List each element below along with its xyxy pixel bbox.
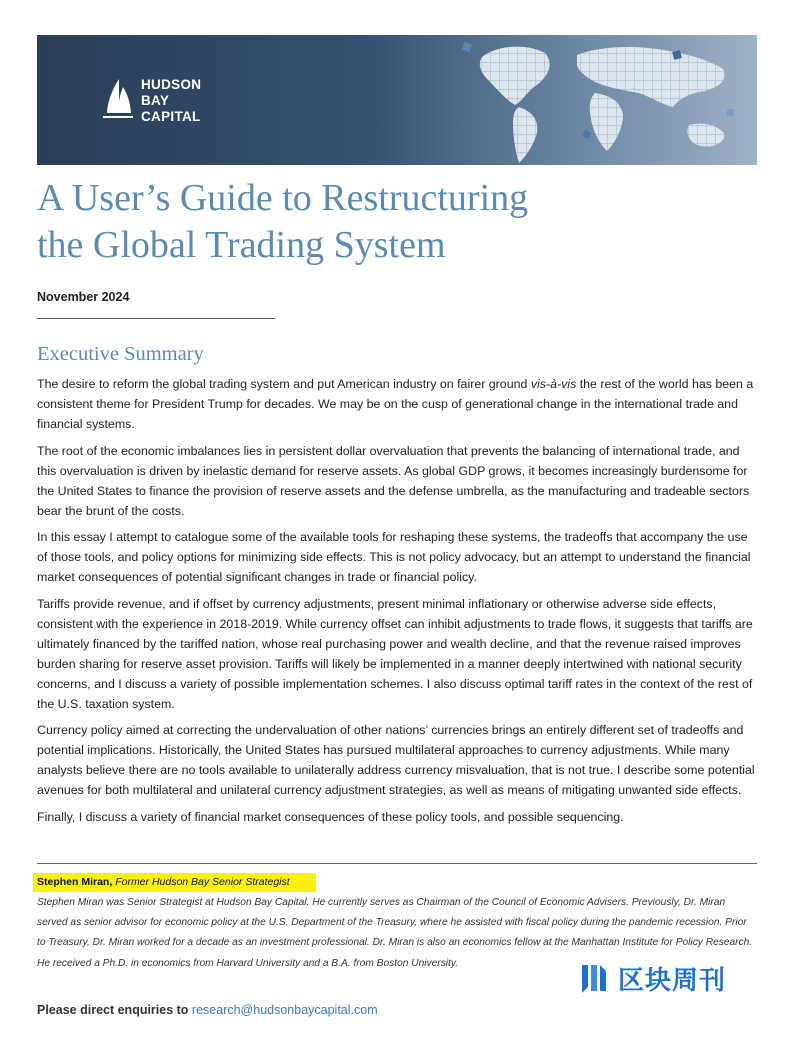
author-bio: Stephen Miran was Senior Strategist at Hudson Bay Capital. He currently serves as Chairman of the Council of Economic Advisers. Previously, Dr. Miran served as senior advisor for economic policy at the U.S. Department of the Treasury, where he assisted with fiscal policy during the pandemic recession. Prior to Treasury, Dr. Miran worked for a decade as an investment professional. Dr. Miran is also an economics fellow at the Manhattan Institute for Policy Research. He received a Ph.D. in economics from Harvard University and a B.A. from Boston University. bbox=[37, 897, 753, 969]
date-divider bbox=[37, 318, 275, 319]
document-title bbox=[37, 175, 737, 269]
blockchain-weekly-logo-icon bbox=[576, 961, 612, 997]
executive-summary-body bbox=[37, 374, 759, 833]
author-name-highlight bbox=[33, 873, 316, 892]
watermark-text: 区块周刊 bbox=[618, 966, 727, 996]
company-logo bbox=[101, 77, 201, 125]
logo-line: CAPITAL bbox=[141, 109, 201, 124]
summary-paragraph: In this essay I attempt to catalogue some of the available tools for reshaping these systems, the tradeoffs that accompany the use of those tools, and policy options for minimizing side effects. This is not policy advocacy, but an attempt to understand the financial market consequences of potential significant changes in trade or financial policy. bbox=[37, 530, 751, 584]
author-role: Former Hudson Bay Senior Strategist bbox=[115, 876, 290, 888]
publication-date: November 2024 bbox=[37, 290, 130, 304]
logo-line: HUDSON bbox=[141, 77, 202, 92]
section-heading: Executive Summary bbox=[37, 343, 204, 365]
sailboat-icon bbox=[101, 77, 135, 121]
summary-paragraph: Finally, I discuss a variety of financial market consequences of these policy tools, and possible sequencing. bbox=[37, 809, 624, 824]
summary-paragraph bbox=[37, 374, 759, 434]
puzzle-world-map-image bbox=[427, 35, 757, 165]
logo-text bbox=[141, 77, 201, 125]
paragraph-text: The desire to reform the global trading system and put American industry on fairer ground bbox=[37, 377, 531, 391]
paragraph-text: the rest of the world has been a consistent theme for President Trump for decades. We may be on the cusp of generational change in the international trade and financial systems. bbox=[37, 377, 754, 431]
title-line: A User’s Guide to Restructuring bbox=[37, 177, 529, 219]
email-link[interactable]: research@hudsonbaycapital.com bbox=[191, 1003, 378, 1017]
title-line: the Global Trading System bbox=[37, 224, 446, 266]
summary-paragraph: Tariffs provide revenue, and if offset by currency adjustments, present minimal inflationary or otherwise adverse side effects, consistent with the experience in 2018-2019. While currency offset can inhibit adjustments to trade flows, it suggests that tariffs are ultimately financed by the tariffed nation, whose real purchasing power and wealth decline, and that the revenue raised improves burden sharing for reserve asset provision. Tariffs will likely be implemented in a manner deeply intertwined with national security concerns, and I discuss a variety of possible implementation schemes. I also discuss optimal tariff rates in the context of the rest of the U.S. taxation system. bbox=[37, 596, 753, 711]
summary-paragraph: The root of the economic imbalances lies in persistent dollar overvaluation that prevents the balancing of international trade, and this overvaluation is driven by inelastic demand for reserve assets. As global GDP grows, it becomes increasingly burdensome for the United States to finance the provision of reserve assets and the defense umbrella, as the manufacturing and tradeable sectors bear the brunt of the costs. bbox=[37, 443, 750, 518]
italic-phrase: vis-à-vis bbox=[530, 377, 577, 391]
summary-paragraph: Currency policy aimed at correcting the undervaluation of other nations’ currencies brings an entirely different set of tradeoffs and potential implications. Historically, the United States has pursued multilateral approaches to currency adjustments. While many analysts believe there are no tools available to unilaterally address currency misvaluation, that is not true. I describe some potential avenues for both multilateral and unilateral currency adjustment strategies, as well as means of mitigating unwanted side effects. bbox=[37, 723, 755, 797]
watermark bbox=[576, 960, 726, 997]
header-banner bbox=[37, 35, 757, 165]
enquiry-line bbox=[37, 1003, 378, 1017]
logo-line: BAY bbox=[141, 93, 170, 108]
enquiry-label: Please direct enquiries to bbox=[37, 1003, 192, 1017]
author-name: Stephen Miran, bbox=[37, 876, 113, 888]
bio-divider bbox=[37, 863, 757, 864]
